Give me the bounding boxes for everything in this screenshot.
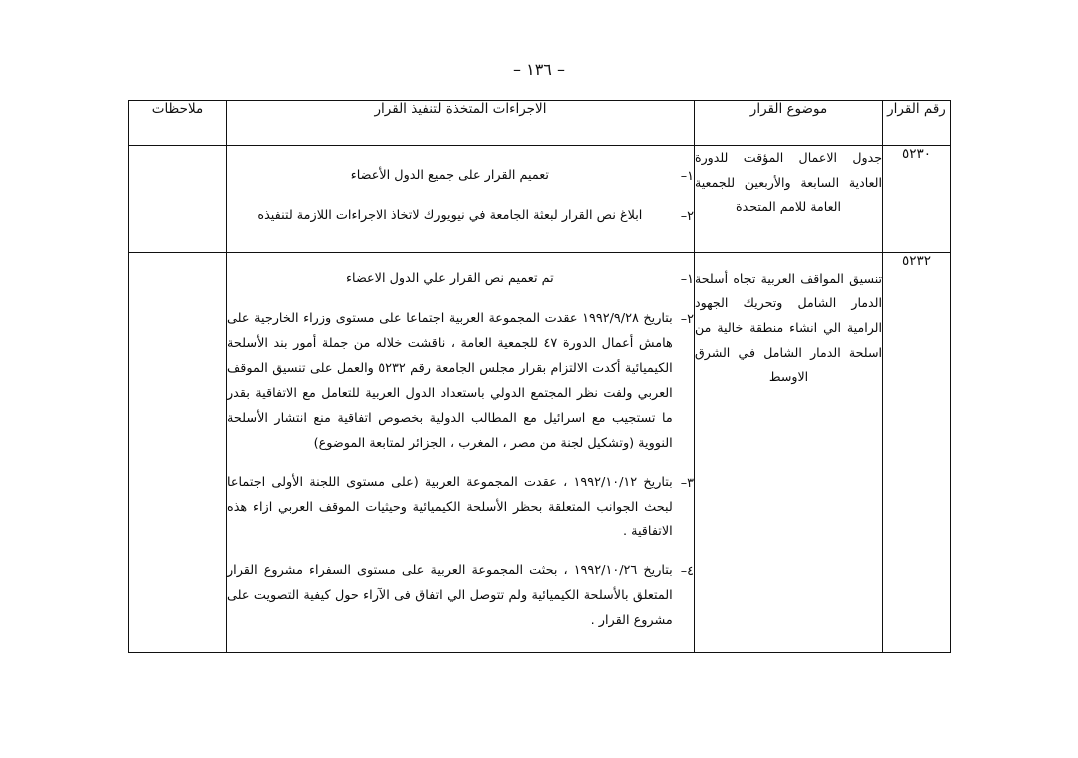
list-item-marker: ٣– (680, 475, 694, 491)
list-item-marker: ٤– (680, 564, 694, 580)
cell-actions-taken (227, 146, 695, 253)
cell-decision-number: ٥٢٣٠ (883, 146, 951, 253)
list-item (227, 164, 694, 190)
decisions-table (128, 100, 951, 653)
list-item (227, 559, 694, 634)
list-item-marker: ١– (680, 271, 694, 287)
list-item-text: بتاريخ ١٩٩٢/١٠/١٢ ، عقدت المجموعة العربية (على مستوى اللجنة الأولى اجتماعا لبحث الجوانب المتعلقة بحظر الأسلحة الكيميائية وحيثيات الموقف العربي ازاء هذه الاتفاقية . (227, 474, 673, 540)
list-item (227, 307, 694, 457)
list-item (227, 471, 694, 546)
list-item-text: بتاريخ ١٩٩٢/١٠/٢٦ ، بحثت المجموعة العربية على مستوى السفراء مشروع القرار المتعلق بالأسلحة الكيميائية ولم تتوصل الي اتفاق فى الآراء حول كيفية التصويت على مشروع القرار . (227, 563, 673, 629)
list-item (227, 267, 694, 293)
list-item-text: تعميم القرار على جميع الدول الأعضاء (350, 168, 549, 183)
header-notes: ملاحظات (129, 101, 227, 146)
table-row (129, 252, 951, 652)
cell-decision-number: ٥٢٣٢ (883, 252, 951, 652)
table-row (129, 146, 951, 253)
list-item-marker: ٢– (680, 208, 694, 224)
list-item-text: تم تعميم نص القرار علي الدول الاعضاء (346, 270, 554, 286)
cell-notes (129, 252, 227, 652)
cell-decision-subject: جدول الاعمال المؤقت للدورة العادية السابعة والأربعين للجمعية العامة للامم المتحدة (695, 146, 883, 253)
header-actions-taken: الاجراءات المتخذة لتنفيذ القرار (227, 101, 695, 146)
list-item-marker: ٢– (680, 311, 694, 327)
list-item (227, 204, 694, 230)
page-number: – ١٣٦ – (513, 60, 565, 79)
cell-notes (129, 146, 227, 253)
list-item-marker: ١– (680, 169, 694, 184)
header-decision-number: رقم القرار (883, 101, 951, 146)
cell-actions-taken (227, 252, 695, 652)
list-item-text: بتاريخ ١٩٩٢/٩/٢٨ عقدت المجموعة العربية اجتماعا على مستوى وزراء الخارجية على هامش أعمال الدورة ٤٧ للجمعية العامة ، ناقشت خلاله من جملة أمور بند الأسلحة الكيميائية أكدت الالتزام بقرار مجلس الجامعة رقم ٥٢٣٢ والعمل على تنسيق الموقف العربي ولفت نظر المجتمع الدولي باستعداد الدول العربية للتعامل مع الاتفاقية بقدر ما تستجيب مع اسرائيل مع المطالب الدولية بخصوص اتفاقية منع انتشار الأسلحة النووية (وتشكيل لجنة من مصر ، المغرب ، الجزائر لمتابعة الموضوع) (227, 310, 673, 451)
header-decision-subject: موضوع القرار (695, 101, 883, 146)
list-item-text: ابلاغ نص القرار لبعثة الجامعة في نيويورك لاتخاذ الاجراءات اللازمة لتنفيذه (257, 207, 643, 223)
table-header-row (129, 101, 951, 146)
cell-decision-subject: تنسيق المواقف العربية تجاه أسلحة الدمار الشامل وتحريك الجهود الرامية الي انشاء منطقة خالية من اسلحة الدمار الشامل في الشرق الاوسط (695, 252, 883, 652)
